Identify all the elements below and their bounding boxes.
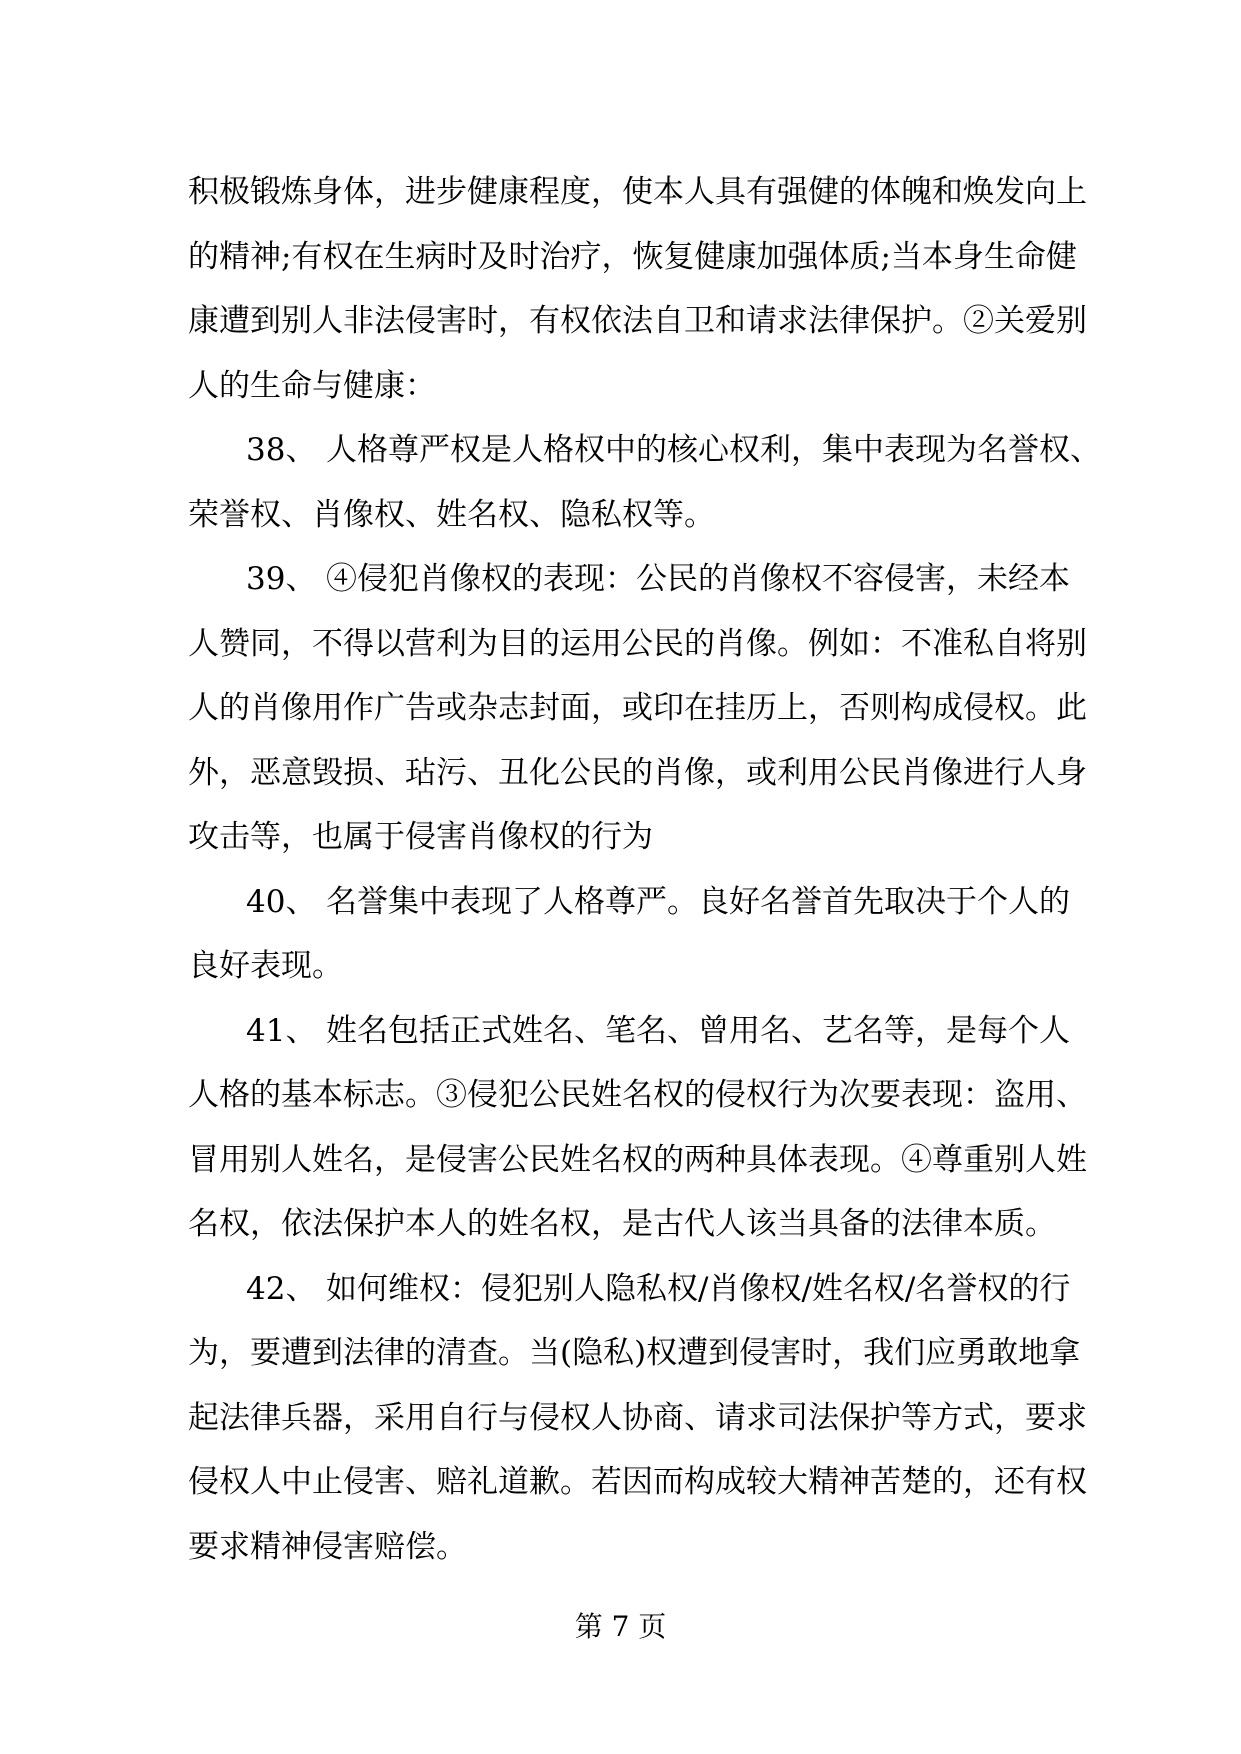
- paragraph-first-line: [188, 1257, 1088, 1322]
- line-text: 荣誉权、肖像权、姓名权、隐私权等。: [188, 496, 715, 533]
- line-text: 为，要遭到法律的清查。当(隐私)权遭到侵害时，我们应勇敢地拿: [188, 1335, 1081, 1371]
- paragraph-line: [188, 1192, 1088, 1257]
- paragraph-first-line: [188, 418, 1101, 483]
- paragraph-first-line: [188, 870, 1088, 935]
- line-text: 起法律兵器，采用自行与侵权人协商、请求司法保护等方式，要求: [188, 1399, 1087, 1436]
- paragraph-line: [188, 1386, 1088, 1451]
- line-text: 冒用别人姓名，是侵害公民姓名权的两种具体表现。④尊重别人姓: [188, 1141, 1087, 1178]
- line-text: 的精神;有权在生病时及时治疗，恢复健康加强体质;当本身生命健: [188, 238, 1077, 275]
- line-text: 姓名包括正式姓名、笔名、曾用名、艺名等，是每个人: [326, 1012, 1070, 1049]
- paragraph-line: [188, 1128, 1088, 1193]
- line-text: ④侵犯肖像权的表现：公民的肖像权不容侵害，未经本: [326, 561, 1070, 597]
- line-text: 攻击等，也属于侵害肖像权的行为: [188, 819, 653, 855]
- line-text: 外，恶意毁损、玷污、丑化公民的肖像，或利用公民肖像进行人身: [188, 754, 1087, 791]
- line-text: 人格的基本标志。③侵犯公民姓名权的侵权行为次要表现：盗用、: [188, 1077, 1087, 1113]
- line-text: 要求精神侵害赔偿。: [188, 1528, 467, 1565]
- line-text: 名权，依法保护本人的姓名权，是古代人该当具备的法律本质。: [188, 1206, 1056, 1242]
- paragraph-first-line: [188, 547, 1088, 612]
- paragraph-line: [188, 934, 1088, 999]
- line-text: 侵权人中止侵害、赔礼道歉。若因而构成较大精神苦楚的，还有权: [188, 1464, 1087, 1500]
- line-text: 康遭到别人非法侵害时，有权依法自卫和请求法律保护。②关爱别: [188, 303, 1087, 339]
- paragraph-line: [188, 805, 1088, 870]
- paragraph-line: [188, 1321, 1088, 1386]
- item-number: 38、: [246, 432, 317, 468]
- line-text: 人赞同，不得以营利为目的运用公民的肖像。例如：不准私自将别: [188, 625, 1087, 662]
- paragraph-line: [188, 289, 1088, 354]
- item-number: 40、: [246, 883, 317, 920]
- paragraph-line: [188, 354, 1088, 419]
- line-text: 名誉集中表现了人格尊严。良好名誉首先取决于个人的: [326, 883, 1070, 920]
- line-text: 良好表现。: [188, 948, 343, 984]
- line-text: 人格尊严权是人格权中的核心权利，集中表现为名誉权、: [326, 432, 1101, 468]
- item-number: 42、: [246, 1270, 317, 1307]
- paragraph-line: [188, 160, 1088, 225]
- item-number: 41、: [246, 1012, 317, 1049]
- paragraph-line: [188, 1063, 1088, 1128]
- paragraph-first-line: [188, 999, 1088, 1064]
- paragraph-line: [188, 612, 1088, 677]
- page-number: 第 7 页: [574, 1610, 667, 1643]
- line-text: 如何维权：侵犯别人隐私权/肖像权/姓名权/名誉权的行: [326, 1270, 1071, 1307]
- paragraph-line: [188, 483, 1088, 548]
- line-text: 积极锻炼身体，进步健康程度，使本人具有强健的体魄和焕发向上: [188, 174, 1087, 210]
- line-text: 人的生命与健康：: [188, 367, 436, 404]
- paragraph-line: [188, 676, 1088, 741]
- paragraph-line: [188, 225, 1088, 290]
- body-text: [188, 160, 1101, 1579]
- paragraph-line: [188, 741, 1088, 806]
- item-number: 39、: [246, 561, 317, 597]
- line-text: 人的肖像用作广告或杂志封面，或印在挂历上，否则构成侵权。此: [188, 690, 1087, 726]
- paragraph-line: [188, 1515, 1088, 1580]
- paragraph-line: [188, 1450, 1088, 1515]
